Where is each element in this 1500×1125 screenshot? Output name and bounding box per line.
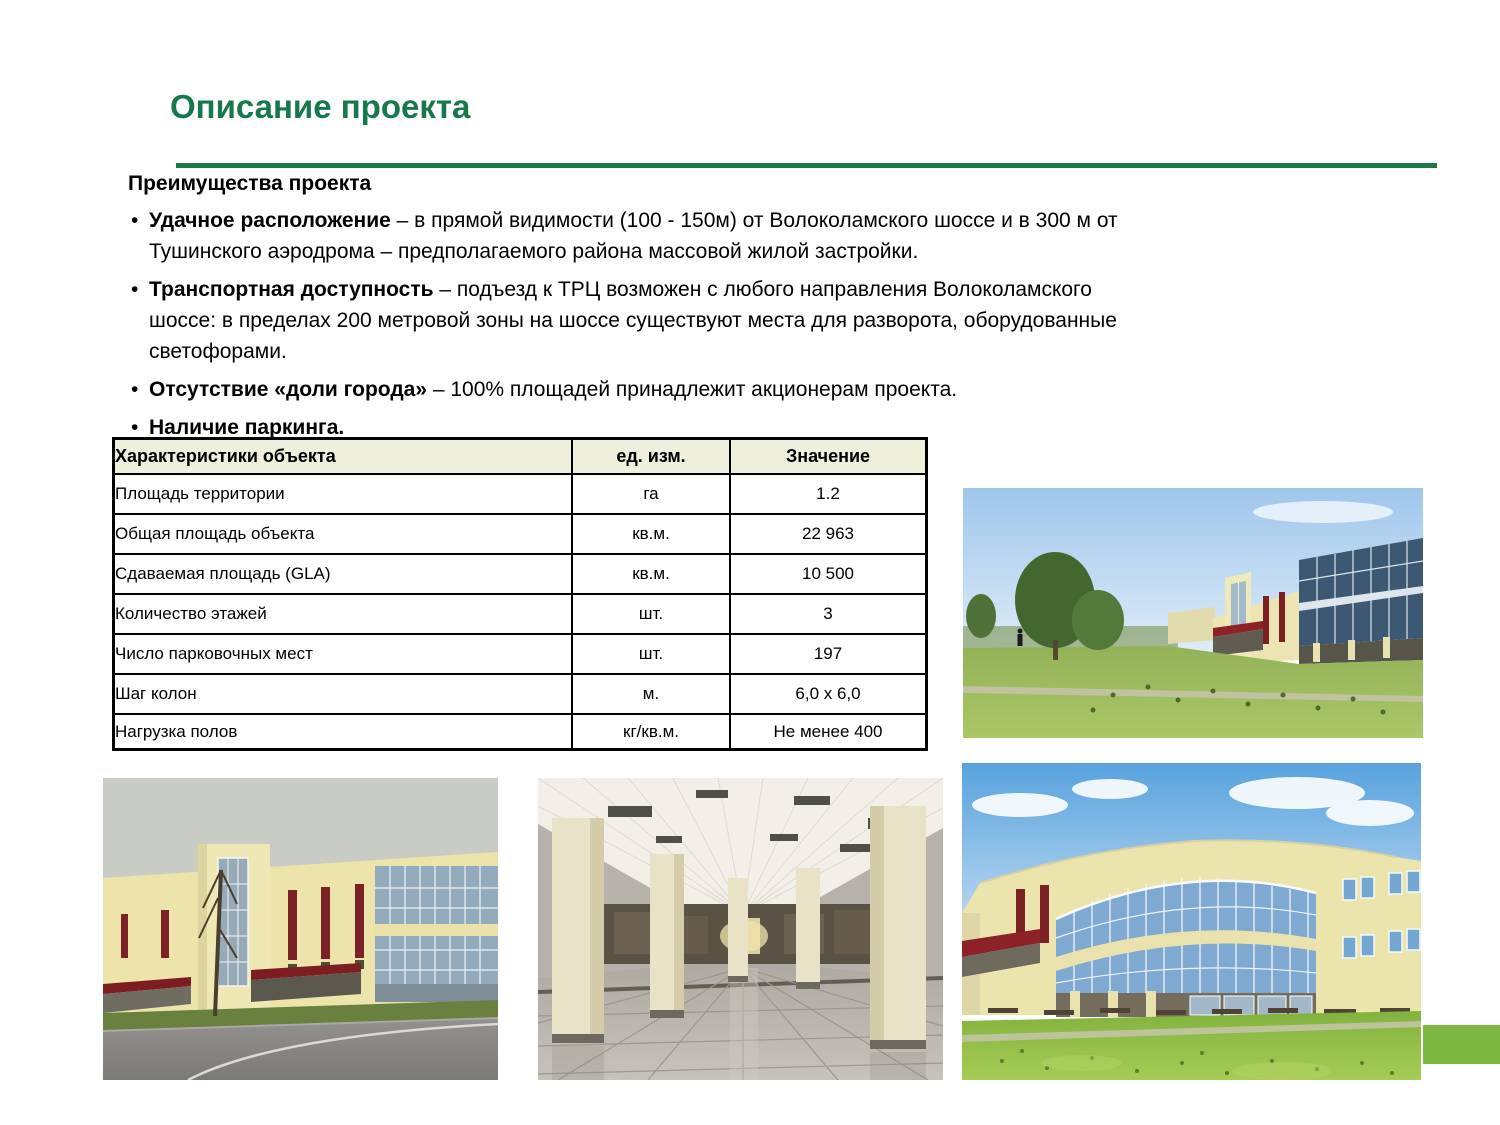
- photo-building-overcast-art: [103, 778, 498, 1080]
- object-characteristics-table: [112, 437, 928, 751]
- table-cell-label: Шаг колон: [114, 674, 573, 714]
- table-cell-value: 6,0 x 6,0: [730, 674, 927, 714]
- table-cell-unit: м.: [572, 674, 730, 714]
- table-cell-unit: кв.м.: [572, 514, 730, 554]
- table-cell-value: 3: [730, 594, 927, 634]
- bullet-item-transport: [127, 274, 1118, 367]
- advantages-bullet-list: [127, 205, 1118, 450]
- table-cell-label: Число парковочных мест: [114, 634, 573, 674]
- bullet-text: – 100% площадей принадлежит акционерам проекта.: [427, 378, 958, 401]
- bullet-lead-bold: Наличие паркинга.: [149, 416, 345, 439]
- table-cell-label: Количество этажей: [114, 594, 573, 634]
- table-row: [114, 714, 927, 750]
- bullet-line: светофорами.: [149, 340, 287, 363]
- bullet-item-location: [127, 205, 1118, 267]
- title-underline-rule: [176, 163, 1437, 168]
- table-cell-value: Не менее 400: [730, 714, 927, 750]
- photo-building-main-facade: [962, 763, 1421, 1080]
- photo-empty-interior-art: [538, 778, 943, 1080]
- page-title: Описание проекта: [170, 88, 471, 125]
- table-cell-unit: га: [572, 474, 730, 514]
- bullet-lead-bold: Отсутствие «доли города»: [149, 378, 428, 401]
- photo-building-side-view: [963, 488, 1423, 738]
- photo-building-main-facade-art: [962, 763, 1421, 1080]
- bullet-lead-bold: Удачное расположение: [149, 209, 391, 232]
- green-accent-rectangle: [1423, 1025, 1500, 1064]
- bullet-text: – подъезд к ТРЦ возможен с любого направления Волоколамского: [433, 278, 1092, 301]
- table-row: [114, 514, 927, 554]
- table-header-characteristics: Характеристики объекта: [114, 439, 573, 475]
- bullet-text: – в прямой видимости (100 - 150м) от Волоколамского шоссе и в 300 м от: [390, 209, 1118, 232]
- table-row: [114, 634, 927, 674]
- bullet-marker: [131, 274, 138, 305]
- photo-empty-interior: [538, 778, 943, 1080]
- table-cell-unit: кг/кв.м.: [572, 714, 730, 750]
- photo-building-side-view-art: [963, 488, 1423, 738]
- photo-building-overcast: [103, 778, 498, 1080]
- table-cell-label: Сдаваемая площадь (GLA): [114, 554, 573, 594]
- table-header-row: [114, 439, 927, 475]
- table-cell-value: 197: [730, 634, 927, 674]
- bullet-line: Тушинского аэродрома – предполагаемого района массовой жилой застройки.: [149, 240, 919, 263]
- table-row: [114, 674, 927, 714]
- bullet-lead-bold: Транспортная доступность: [149, 278, 434, 301]
- table-cell-unit: шт.: [572, 634, 730, 674]
- table-cell-value: 10 500: [730, 554, 927, 594]
- table-cell-unit: шт.: [572, 594, 730, 634]
- person: [1018, 629, 1023, 634]
- bullet-item-no-city-share: [127, 374, 1118, 405]
- bullet-marker: [131, 205, 138, 236]
- table-row: [114, 594, 927, 634]
- table-row: [114, 554, 927, 594]
- section-heading: Преимущества проекта: [128, 172, 372, 195]
- table-cell-unit: кв.м.: [572, 554, 730, 594]
- bullet-line: [149, 205, 1118, 236]
- bullet-marker: [131, 374, 138, 405]
- bullet-line: [149, 374, 1118, 405]
- table-cell-value: 22 963: [730, 514, 927, 554]
- table-cell-label: Общая площадь объекта: [114, 514, 573, 554]
- table-row: [114, 474, 927, 514]
- table-cell-label: Площадь территории: [114, 474, 573, 514]
- grass: [962, 1011, 1421, 1080]
- table-cell-value: 1.2: [730, 474, 927, 514]
- table-header-unit: ед. изм.: [572, 439, 730, 475]
- table-cell-label: Нагрузка полов: [114, 714, 573, 750]
- table-header-value: Значение: [730, 439, 927, 475]
- bullet-line: шоссе: в пределах 200 метровой зоны на шоссе существуют места для разворота, оборудованные: [149, 309, 1117, 332]
- bullet-line: [149, 274, 1118, 305]
